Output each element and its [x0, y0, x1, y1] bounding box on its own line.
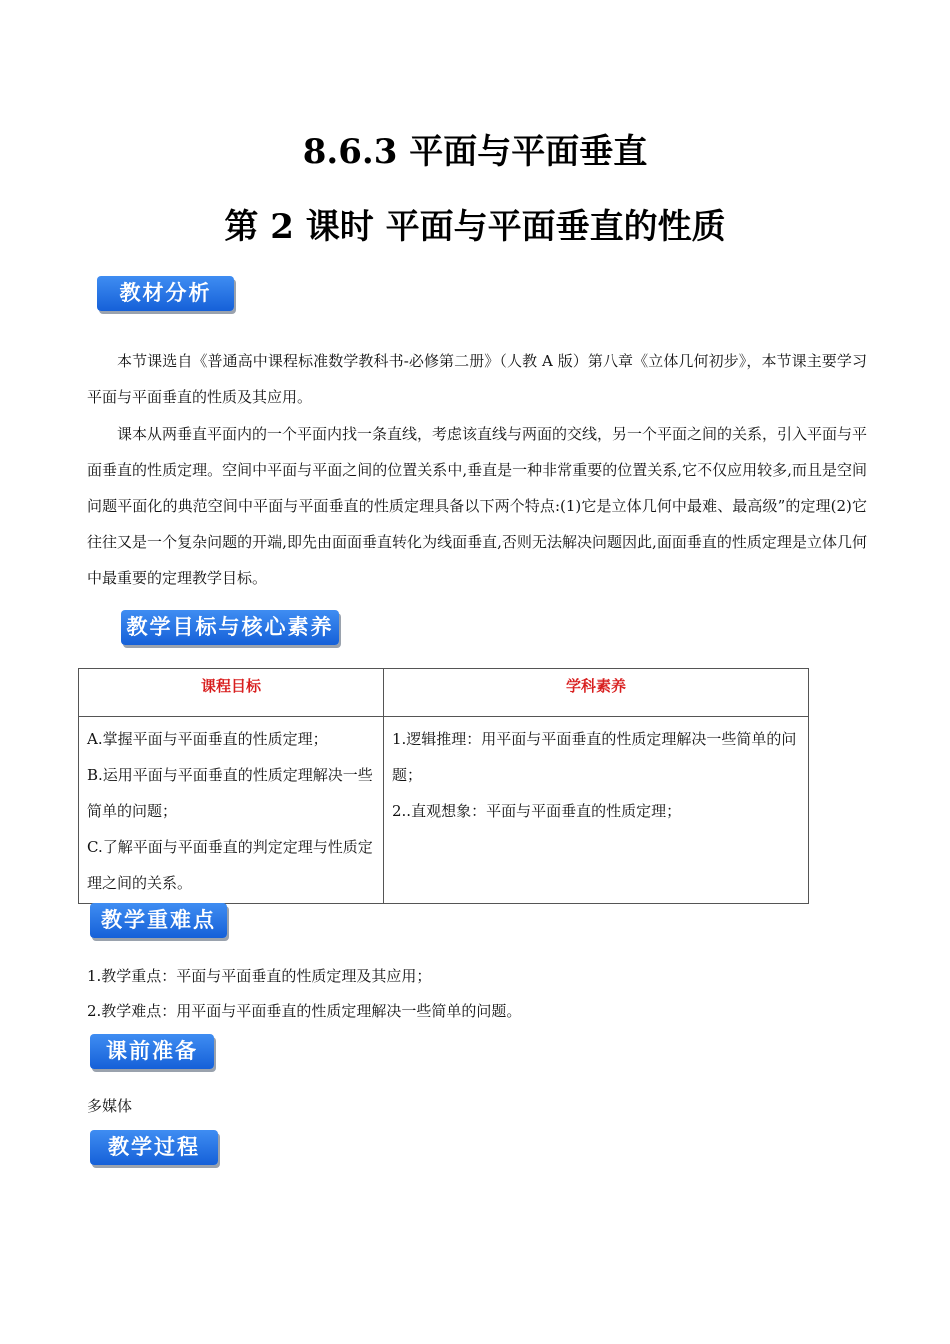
section-badge-analysis: 教材分析	[97, 276, 234, 311]
table-header-course-goals: 课程目标	[79, 669, 384, 717]
literacy-item: 1.逻辑推理：用平面与平面垂直的性质定理解决一些简单的问题；	[392, 730, 797, 784]
section-badge-process: 教学过程	[90, 1130, 218, 1165]
goal-item: C.了解平面与平面垂直的判定定理与性质定理之间的关系。	[87, 838, 373, 892]
literacy-item: 2..直观想象：平面与平面垂直的性质定理；	[392, 802, 682, 820]
literacy-cell	[384, 717, 809, 904]
goal-item: B.运用平面与平面垂直的性质定理解决一些简单的问题；	[87, 766, 373, 820]
goal-item: A.掌握平面与平面垂直的性质定理；	[87, 730, 328, 748]
analysis-paragraph: 课本从两垂直平面内的一个平面内找一条直线，考虑该直线与两面的交线，另一个平面之间的关系，引入平面与平面垂直的性质定理。空间中平面与平面之间的位置关系中,垂直是一种非常重要的位置关系,它不仅应用较多,而且是空间问题平面化的典范空间中平面与平面垂直的性质定理具备以下两个特点:(1)它是立体几何中最难、最高级”的定理(2)它往往又是一个复杂问题的开端,即先由面面垂直转化为线面垂直,否则无法解决问题因此,面面垂直的性质定理是立体几何中最重要的定理教学目标。	[87, 425, 868, 587]
keypoint-item: 1.教学重点：平面与平面垂直的性质定理及其应用；	[87, 967, 432, 985]
section-badge-goals: 教学目标与核心素养	[121, 610, 339, 645]
document-title: 8.6.3 平面与平面垂直	[302, 132, 648, 172]
section-badge-keypoints: 教学重难点	[90, 903, 227, 938]
goals-table	[78, 668, 809, 904]
keypoint-item: 2.教学难点：用平面与平面垂直的性质定理解决一些简单的问题。	[87, 1002, 522, 1020]
section-badge-prep: 课前准备	[90, 1034, 214, 1069]
analysis-paragraph: 本节课选自《普通高中课程标准数学教科书-必修第二册》（人教 A 版）第八章《立体几何初步》，本节课主要学习平面与平面垂直的性质及其应用。	[87, 352, 867, 406]
course-goals-cell	[79, 717, 384, 904]
prep-text: 多媒体	[87, 1097, 133, 1115]
table-header-literacy: 学科素养	[384, 669, 809, 717]
document-subtitle: 第 2 课时 平面与平面垂直的性质	[224, 207, 726, 247]
